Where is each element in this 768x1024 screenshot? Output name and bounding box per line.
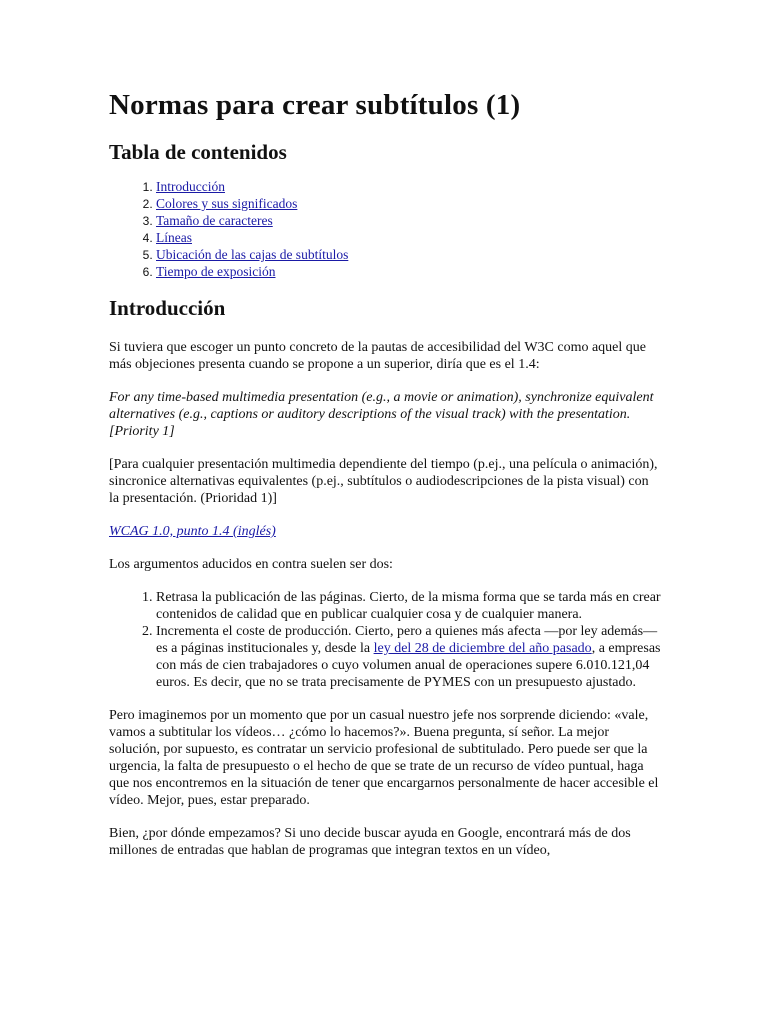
toc-item [156, 212, 661, 229]
toc-item [156, 246, 661, 263]
toc-list [109, 178, 661, 280]
reasons-list [109, 589, 661, 691]
wcag-quote: For any time-based multimedia presentation (e.g., a movie or animation), synchronize equivalent alternatives (e.g., captions or auditory descriptions of the visual track) with the presentation. [Priority 1] [109, 390, 654, 439]
law-link[interactable]: ley del 28 de diciembre del año pasado [373, 641, 592, 656]
toc-item [156, 178, 661, 195]
toc-link-lineas[interactable]: Líneas [156, 230, 192, 245]
toc-item [156, 229, 661, 246]
toc-item [156, 195, 661, 212]
wcag-link-paragraph [109, 523, 661, 540]
toc-link-tiempo[interactable]: Tiempo de exposición [156, 264, 276, 279]
reason-item [156, 623, 661, 691]
arguments-intro: Los argumentos aducidos en contra suelen ser dos: [109, 557, 393, 572]
toc-link-tamano[interactable]: Tamaño de caracteres [156, 213, 273, 228]
toc-heading: Tabla de contenidos [109, 140, 287, 164]
wcag-translation: [Para cualquier presentación multimedia dependiente del tiempo (p.ej., una película o animación), sincronice alternativas equivalentes (p.ej., subtítulos o audiodescripciones de la pista visual) con la presentación. (Prioridad 1)] [109, 457, 658, 506]
toc-link-ubicacion[interactable]: Ubicación de las cajas de subtítulos [156, 247, 349, 262]
reason-text: , a empresas con más de cien trabajadores o cuyo volumen anual de operaciones supere 6.010.121,04 euros. Es decir, que no se trata precisamente de PYMES con un presupuesto ajustado. [156, 641, 661, 690]
reason-item: 1. Retrasa la publicación de las páginas. Cierto, de la misma forma que se tarda más en crear contenidos de calidad que en publicar cualquier cosa y de cualquier manera. [156, 589, 661, 623]
section-heading-introduccion: Introducción [109, 296, 226, 320]
toc-link-introduccion[interactable]: Introducción [156, 179, 225, 194]
wcag-link[interactable]: WCAG 1.0, punto 1.4 (inglés) [109, 524, 276, 539]
toc-link-colores[interactable]: Colores y sus significados [156, 196, 298, 211]
body-paragraph: Pero imaginemos por un momento que por un casual nuestro jefe nos sorprende diciendo: «vale, vamos a subtitular los vídeos… ¿cómo lo hacemos?». Buena pregunta, sí señor. La mejor solución, por supuesto, es contratar un servicio profesional de subtitulado. Pero puede ser que la urgencia, la falta de presupuesto o el hecho de que se trate de un recurso de vídeo puntual, haga que nos encontremos en la situación de tener que encargarnos personalmente de hacer accesible el vídeo. Mejor, pues, estar preparado. [109, 708, 659, 808]
page-title: Normas para crear subtítulos (1) [109, 89, 521, 121]
intro-paragraph: Si tuviera que escoger un punto concreto de la pautas de accesibilidad del W3C como aquel que más objeciones presenta cuando se propone a un superior, diría que es el 1.4: [109, 340, 647, 372]
reason-text: Incrementa el coste de producción. Cierto, pero a quienes más afecta —por ley además— es a páginas institucionales y, desde la [156, 624, 658, 656]
document-content [109, 86, 661, 859]
toc-item [156, 263, 661, 280]
body-paragraph: Bien, ¿por dónde empezamos? Si uno decide buscar ayuda en Google, encontrará más de dos millones de entradas que hablan de programas que integran textos en un vídeo, [109, 826, 631, 858]
